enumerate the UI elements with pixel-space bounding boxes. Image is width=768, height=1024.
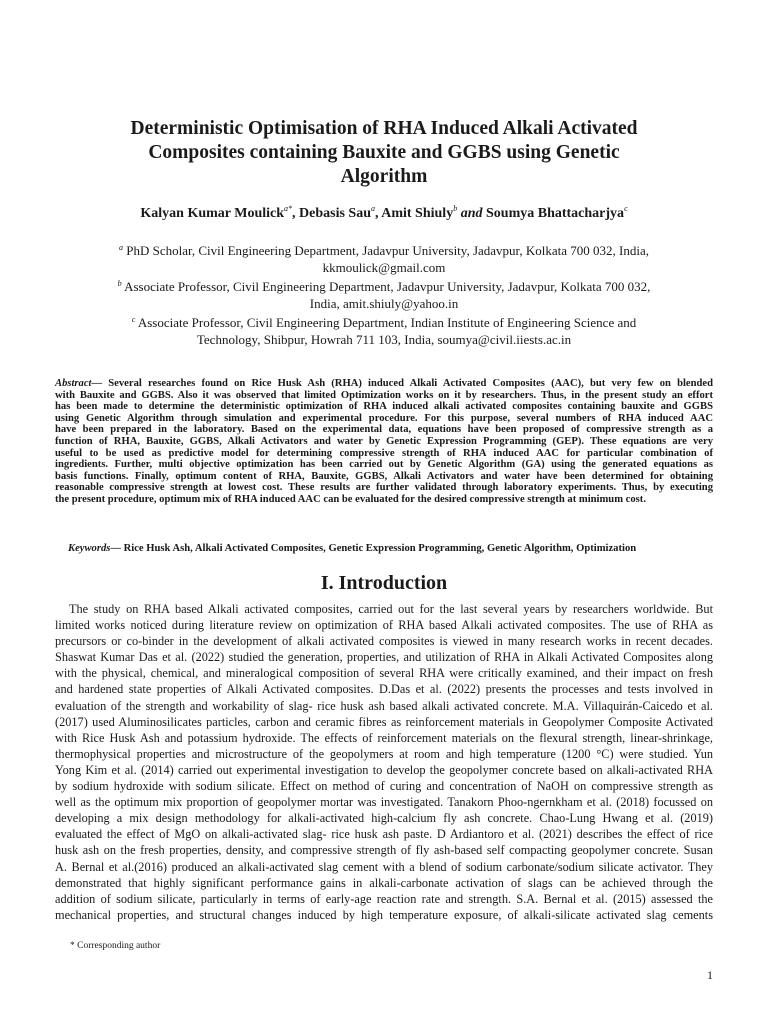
keywords-text: Rice Husk Ash, Alkali Activated Composites, Genetic Expression Programming, Genetic Algorithm, Optimization bbox=[123, 543, 637, 554]
affiliation-line: Technology, Shibpur, Howrah 711 103, India, soumya@civil.iiests.ac.in bbox=[196, 331, 572, 347]
body-line: thermophysical properties and microstructure of the geopolymers at room and high temperature (1200 °C) were studied. Yun bbox=[55, 746, 713, 761]
affiliation-text: Associate Professor, Civil Engineering Department, Jadavpur University, Jadavpur, Kolkata 700 032, bbox=[124, 279, 651, 294]
section-heading: I. Introduction bbox=[320, 572, 448, 594]
author-marker: b bbox=[453, 204, 458, 213]
body-line: mechanical properties, and structural changes induced by high temperature exposure, of alkali-silicate activated slag cements bbox=[55, 907, 713, 922]
affiliation-line: India, amit.shiuly@yahoo.in bbox=[309, 295, 459, 311]
body-line: developing a mix design methodology for alkali-activated high-calcium fly ash concrete. Chao-Lung Hwang et al. (2019) bbox=[55, 811, 713, 826]
abstract-line: with Bauxite and GGBS. Also it was observed that limited Optimization works on it by researchers. Thus, in the present study an effort bbox=[55, 389, 713, 401]
body-line: A. Bernal et al.(2016) produced an alkali-activated slag cement with a blend of sodium carbonate/sodium silicate activator. They bbox=[55, 859, 713, 874]
abstract-line: has been made to determine the deterministic optimization of RHA induced alkali activated composites containing bauxite and GGBS bbox=[55, 401, 713, 413]
author-marker: a* bbox=[284, 204, 293, 213]
body-line: with Rice Husk Ash and potassium hydroxide. The effects of reinforcement materials on the flexural strength, linear-shrinkage, bbox=[55, 730, 713, 745]
page-number: 1 bbox=[707, 968, 713, 982]
affiliation-line bbox=[80, 276, 688, 296]
abstract bbox=[55, 378, 713, 506]
body-line: with the physical, chemical, and mineralogical composition of several RHA were critically examined, and their impact on fresh bbox=[55, 666, 713, 681]
affiliation-line: kkmoulick@gmail.com bbox=[322, 259, 446, 275]
footnote: * Corresponding author bbox=[70, 941, 161, 951]
keywords-dash: — bbox=[110, 543, 124, 554]
affiliation-text: PhD Scholar, Civil Engineering Department, Jadavpur University, Jadavpur, Kolkata 700 032, India, bbox=[126, 243, 649, 258]
body-line: (2017) used Aluminosilicates particles, carbon and ceramic fibres as reinforcement materials in Geopolymer Composite Activated bbox=[55, 714, 713, 729]
title-line: Algorithm bbox=[340, 166, 428, 187]
author-separator: , bbox=[375, 206, 382, 221]
affiliation-marker: a bbox=[119, 243, 124, 252]
body-text bbox=[55, 601, 713, 923]
body-line: by sodium hydroxide with sodium silicate. Effect on method of curing and concentration of NaOH on compressive strength as bbox=[55, 779, 713, 794]
author-name: Soumya Bhattacharjya bbox=[486, 206, 625, 221]
abstract-line: function of RHA, Bauxite, GGBS, Alkali Activators and water by Genetic Expression Programming (GEP). These equations are very bbox=[55, 435, 713, 447]
body-line: addition of sodium silicate, particularly in terms of early-age reaction rate and strength. S.A. Bernal et al. (2015) assessed the bbox=[55, 891, 713, 906]
author-marker: c bbox=[624, 204, 628, 213]
affiliation-line bbox=[80, 240, 688, 260]
abstract-text: Several researches found on Rice Husk Ash (RHA) induced Alkali Activated Composites (AAC), but very few on blended bbox=[108, 378, 713, 389]
title-line: Deterministic Optimisation of RHA Induced Alkali Activated bbox=[130, 118, 638, 139]
author-marker: a bbox=[371, 204, 375, 213]
author-conjunction: and bbox=[457, 206, 486, 221]
body-line: limited works noticed during literature review on optimization of RHA based Alkali activated composites. The use of RHA as bbox=[55, 618, 713, 633]
author-name: Debasis Sau bbox=[299, 206, 371, 221]
affiliation-marker: c bbox=[131, 315, 136, 324]
abstract-line: ingredients. Further, multi objective optimization has been carried out by Genetic Algorithm (GA) using the generated equations as bbox=[55, 459, 713, 471]
keywords-label: Keywords bbox=[68, 543, 111, 554]
affiliation-marker: b bbox=[117, 279, 122, 288]
body-line: precursors or co-binder in the development of alkali activated composites is viewed in many research works in recent decades. bbox=[55, 634, 713, 649]
affiliation-line bbox=[80, 312, 688, 332]
body-line: and hardened state properties of Alkali Activated composites. D.Das et al. (2022) presents the processes and tests involved in bbox=[55, 682, 713, 697]
body-line: Yong Kim et al. (2014) carried out experimental investigation to develop the geopolymer concrete based on alkali-activated RHA bbox=[55, 762, 713, 777]
abstract-line: reasonable compressive strength at lowest cost. These results are further validated through laboratory experiments. Thus, by executing bbox=[55, 482, 713, 494]
author-name: Amit Shiuly bbox=[381, 206, 454, 221]
body-line: evaluated the effect of MgO on alkali-activated slag- rice husk ash paste. D Ardiantoro et al. (2021) describes the effect of rice bbox=[55, 827, 713, 842]
abstract-line: the present procedure, optimum mix of RHA induced AAC can be evaluated for the desired compressive strength at minimum cost. bbox=[55, 493, 646, 505]
body-line: evaluation of the strength and workability of slag- rice husk ash based alkali activated concrete. M.A. Villaquirán-Caicedo et al. bbox=[55, 698, 713, 713]
keywords bbox=[68, 543, 636, 554]
abstract-label: Abstract bbox=[55, 378, 92, 389]
affiliation-text: Associate Professor, Civil Engineering Department, Indian Institute of Engineering Science and bbox=[137, 315, 637, 330]
affiliations bbox=[80, 240, 688, 348]
author-separator: , bbox=[292, 206, 300, 221]
abstract-line: have been prepared in the laboratory. Based on the experimental data, equations have been proposed of compressive strength as a bbox=[55, 424, 713, 436]
body-line: The study on RHA based Alkali activated composites, carried out for the last several years by researchers worldwide. But bbox=[69, 602, 713, 616]
author-name: Kalyan Kumar Moulick bbox=[140, 206, 285, 221]
body-line: well as the optimum mix proportion of geopolymer mortar was investigated. Tanakorn Phoo-ngernkham et al. (2018) focussed on bbox=[55, 795, 713, 810]
body-line: Shaswat Kumar Das et al. (2022) studied the generation, properties, and utilization of RHA in Alkali Activated Composites along bbox=[55, 650, 713, 665]
author-list bbox=[0, 204, 768, 222]
abstract-dash: — bbox=[91, 378, 109, 389]
abstract-line: using Genetic Algorithm through simulation and experimental procedure. For this purpose, several numbers of RHA induced AAC bbox=[55, 412, 713, 424]
abstract-line: basis functions. Finally, optimum content of RHA, Bauxite, GGBS, Alkali Activators and water have been determined for obtaining bbox=[55, 470, 713, 482]
title-line: Composites containing Bauxite and GGBS using Genetic bbox=[148, 142, 620, 163]
body-line: demonstrated that highly significant performance gains in alkali-carbonate activation of slags can be achieved through the bbox=[55, 875, 713, 890]
body-line: husk ash on the fresh properties, density, and compressive strength of fly ash-based self compacting geopolymer concrete. Susan bbox=[55, 843, 713, 858]
paper-title bbox=[80, 117, 688, 189]
abstract-line bbox=[55, 378, 713, 390]
abstract-line: useful to be used as predictive model for determining compressive strength of RHA induced AAC for particular combination of bbox=[55, 447, 713, 459]
